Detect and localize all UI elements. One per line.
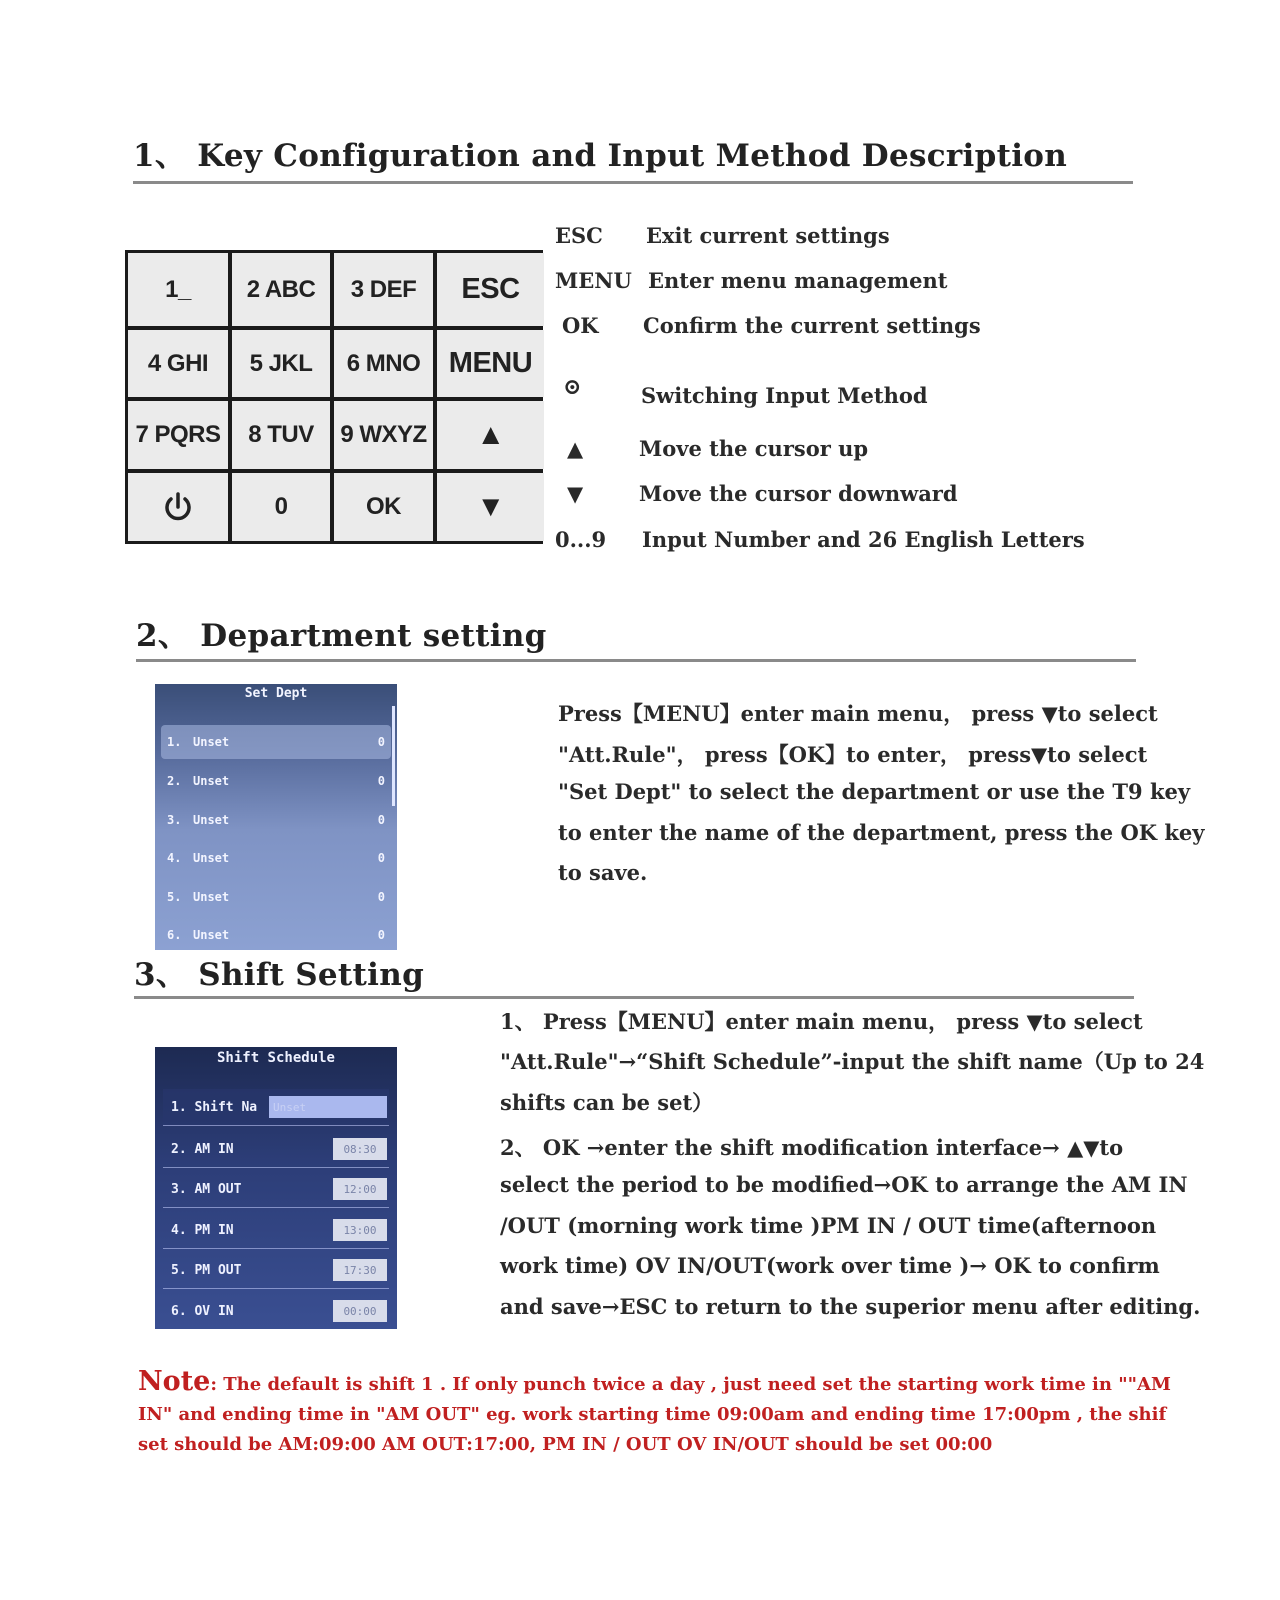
note-line-1 bbox=[138, 1366, 1171, 1397]
key-6[interactable]: 6 MNO bbox=[334, 330, 433, 397]
shift-row-label: 5. PM OUT bbox=[171, 1262, 242, 1278]
dept-line: "Set Dept" to select the department or use the T9 key bbox=[558, 779, 1191, 804]
shift-time-field[interactable]: 17:30 bbox=[333, 1259, 387, 1281]
section3-title: 3、 Shift Setting bbox=[134, 957, 425, 993]
key-5[interactable]: 5 JKL bbox=[232, 330, 330, 397]
legend-key-ok: OK bbox=[562, 313, 599, 338]
legend-desc-ok: Confirm the current settings bbox=[643, 313, 981, 338]
key-7[interactable]: 7 PQRS bbox=[128, 401, 228, 469]
shift-line: 1、 Press【MENU】enter main menu， press ▼to select bbox=[500, 1009, 1143, 1034]
shift-row[interactable] bbox=[163, 1212, 389, 1249]
key-menu[interactable]: MENU bbox=[437, 330, 544, 397]
dept-row-name: Unset bbox=[193, 735, 230, 749]
dept-row-name: Unset bbox=[193, 813, 230, 827]
legend-desc-input-method: Switching Input Method bbox=[641, 383, 928, 408]
key-up[interactable]: ▲ bbox=[437, 401, 544, 469]
section2-title: 2、 Department setting bbox=[136, 618, 547, 654]
shift-row[interactable] bbox=[163, 1293, 389, 1329]
dept-row-num: 1. bbox=[167, 735, 182, 749]
dept-line: to save. bbox=[558, 860, 648, 885]
shift-row[interactable] bbox=[163, 1089, 389, 1126]
shift-line: 2、 OK →enter the shift modification interface→ ▲▼to bbox=[500, 1135, 1124, 1160]
note-text-2: IN" and ending time in "AM OUT" eg. work starting time 09:00am and ending time 17:00pm , the shif bbox=[138, 1404, 1167, 1425]
key-2[interactable]: 2 ABC bbox=[232, 253, 330, 326]
shift-line: select the period to be modified→OK to arrange the AM IN bbox=[500, 1172, 1188, 1197]
key-ok[interactable]: OK bbox=[334, 473, 433, 541]
note-text-1: : The default is shift 1 . If only punch twice a day , just need set the starting work time in ""AM bbox=[210, 1374, 1171, 1395]
arrow-down-icon: ▼ bbox=[567, 481, 584, 506]
shift-row-label: 6. OV IN bbox=[171, 1303, 234, 1319]
dept-line: to enter the name of the department, press the OK key bbox=[558, 820, 1205, 845]
dept-scrollbar[interactable] bbox=[392, 706, 395, 806]
note-label: Note bbox=[138, 1366, 211, 1397]
section3-divider bbox=[134, 996, 1134, 999]
power-icon bbox=[161, 490, 195, 524]
section1-divider bbox=[133, 181, 1133, 184]
key-down[interactable]: ▼ bbox=[437, 473, 544, 541]
legend-key-esc: ESC bbox=[555, 223, 603, 248]
shift-line: shifts can be set） bbox=[500, 1090, 714, 1115]
shift-time-field[interactable]: 08:30 bbox=[333, 1138, 387, 1160]
shift-line: /OUT (morning work time )PM IN / OUT time(afternoon bbox=[500, 1213, 1157, 1238]
note-text-3: set should be AM:09:00 AM OUT:17:00, PM IN / OUT OV IN/OUT should be set 00:00 bbox=[138, 1434, 993, 1455]
shift-time-field[interactable]: 12:00 bbox=[333, 1178, 387, 1200]
shift-schedule-title: Shift Schedule bbox=[216, 1050, 335, 1066]
dept-row-name: Unset bbox=[193, 890, 230, 904]
key-esc[interactable]: ESC bbox=[437, 253, 544, 326]
dept-row-num: 5. bbox=[167, 890, 182, 904]
key-4[interactable]: 4 GHI bbox=[128, 330, 228, 397]
dept-row-value: 0 bbox=[377, 928, 385, 942]
shift-row[interactable] bbox=[163, 1131, 389, 1168]
shift-row[interactable] bbox=[163, 1171, 389, 1208]
dept-row-value: 0 bbox=[377, 774, 385, 788]
dept-row-name: Unset bbox=[193, 774, 230, 788]
dept-row[interactable] bbox=[161, 841, 391, 875]
shift-row-label: 4. PM IN bbox=[171, 1222, 234, 1238]
arrow-up-icon: ▲ bbox=[567, 436, 584, 461]
legend-desc-up: Move the cursor up bbox=[639, 436, 869, 461]
key-1[interactable]: 1_ bbox=[128, 253, 228, 326]
dept-row[interactable] bbox=[161, 880, 391, 914]
shift-time-field[interactable]: 00:00 bbox=[333, 1300, 387, 1322]
shift-line: and save→ESC to return to the superior menu after editing. bbox=[500, 1294, 1201, 1319]
dept-row-value: 0 bbox=[377, 851, 385, 865]
dept-row-num: 4. bbox=[167, 851, 182, 865]
dept-row[interactable] bbox=[161, 918, 391, 950]
dept-row-num: 3. bbox=[167, 813, 182, 827]
set-dept-title: Set Dept bbox=[244, 686, 308, 701]
section2-divider bbox=[136, 659, 1136, 662]
shift-line: work time) OV IN/OUT(work over time )→ OK to confirm bbox=[500, 1253, 1160, 1278]
dept-row-num: 6. bbox=[167, 928, 182, 942]
legend-desc-down: Move the cursor downward bbox=[639, 481, 958, 506]
shift-row-label: 1. Shift Na bbox=[171, 1099, 258, 1115]
key-0[interactable]: 0 bbox=[232, 473, 330, 541]
legend-key-menu: MENU bbox=[555, 268, 632, 293]
key-8[interactable]: 8 TUV bbox=[232, 401, 330, 469]
key-power[interactable] bbox=[128, 473, 228, 541]
legend-desc-esc: Exit current settings bbox=[646, 223, 890, 248]
shift-line: "Att.Rule"→“Shift Schedule”-input the shift name（Up to 24 bbox=[500, 1049, 1205, 1074]
key-3[interactable]: 3 DEF bbox=[334, 253, 433, 326]
shift-schedule-screen bbox=[155, 1047, 397, 1329]
shift-time-field[interactable]: 13:00 bbox=[333, 1219, 387, 1241]
legend-desc-menu: Enter menu management bbox=[648, 268, 948, 293]
input-method-icon: ⊙ bbox=[563, 374, 582, 400]
dept-row[interactable] bbox=[161, 764, 391, 798]
shift-row-label: 3. AM OUT bbox=[171, 1181, 242, 1197]
shift-row[interactable] bbox=[163, 1252, 389, 1289]
shift-row-label: 2. AM IN bbox=[171, 1141, 234, 1157]
dept-row-value: 0 bbox=[377, 813, 385, 827]
dept-row[interactable] bbox=[161, 803, 391, 837]
dept-row-value: 0 bbox=[377, 890, 385, 904]
dept-row-name: Unset bbox=[193, 851, 230, 865]
set-dept-screen bbox=[155, 684, 397, 950]
shift-name-input[interactable]: Unset bbox=[269, 1096, 387, 1118]
dept-line: Press【MENU】enter main menu， press ▼to select bbox=[558, 701, 1158, 726]
legend-desc-digits: Input Number and 26 English Letters bbox=[642, 527, 1085, 552]
dept-row-num: 2. bbox=[167, 774, 182, 788]
section1-title: 1、 Key Configuration and Input Method Description bbox=[133, 138, 1068, 174]
legend-key-digits: 0...9 bbox=[555, 527, 607, 552]
dept-row-value: 0 bbox=[377, 735, 385, 749]
dept-row-name: Unset bbox=[193, 928, 230, 942]
keypad bbox=[125, 250, 543, 544]
key-9[interactable]: 9 WXYZ bbox=[334, 401, 433, 469]
dept-row[interactable] bbox=[161, 725, 391, 759]
dept-line: "Att.Rule"， press【OK】to enter， press▼to select bbox=[558, 742, 1148, 767]
